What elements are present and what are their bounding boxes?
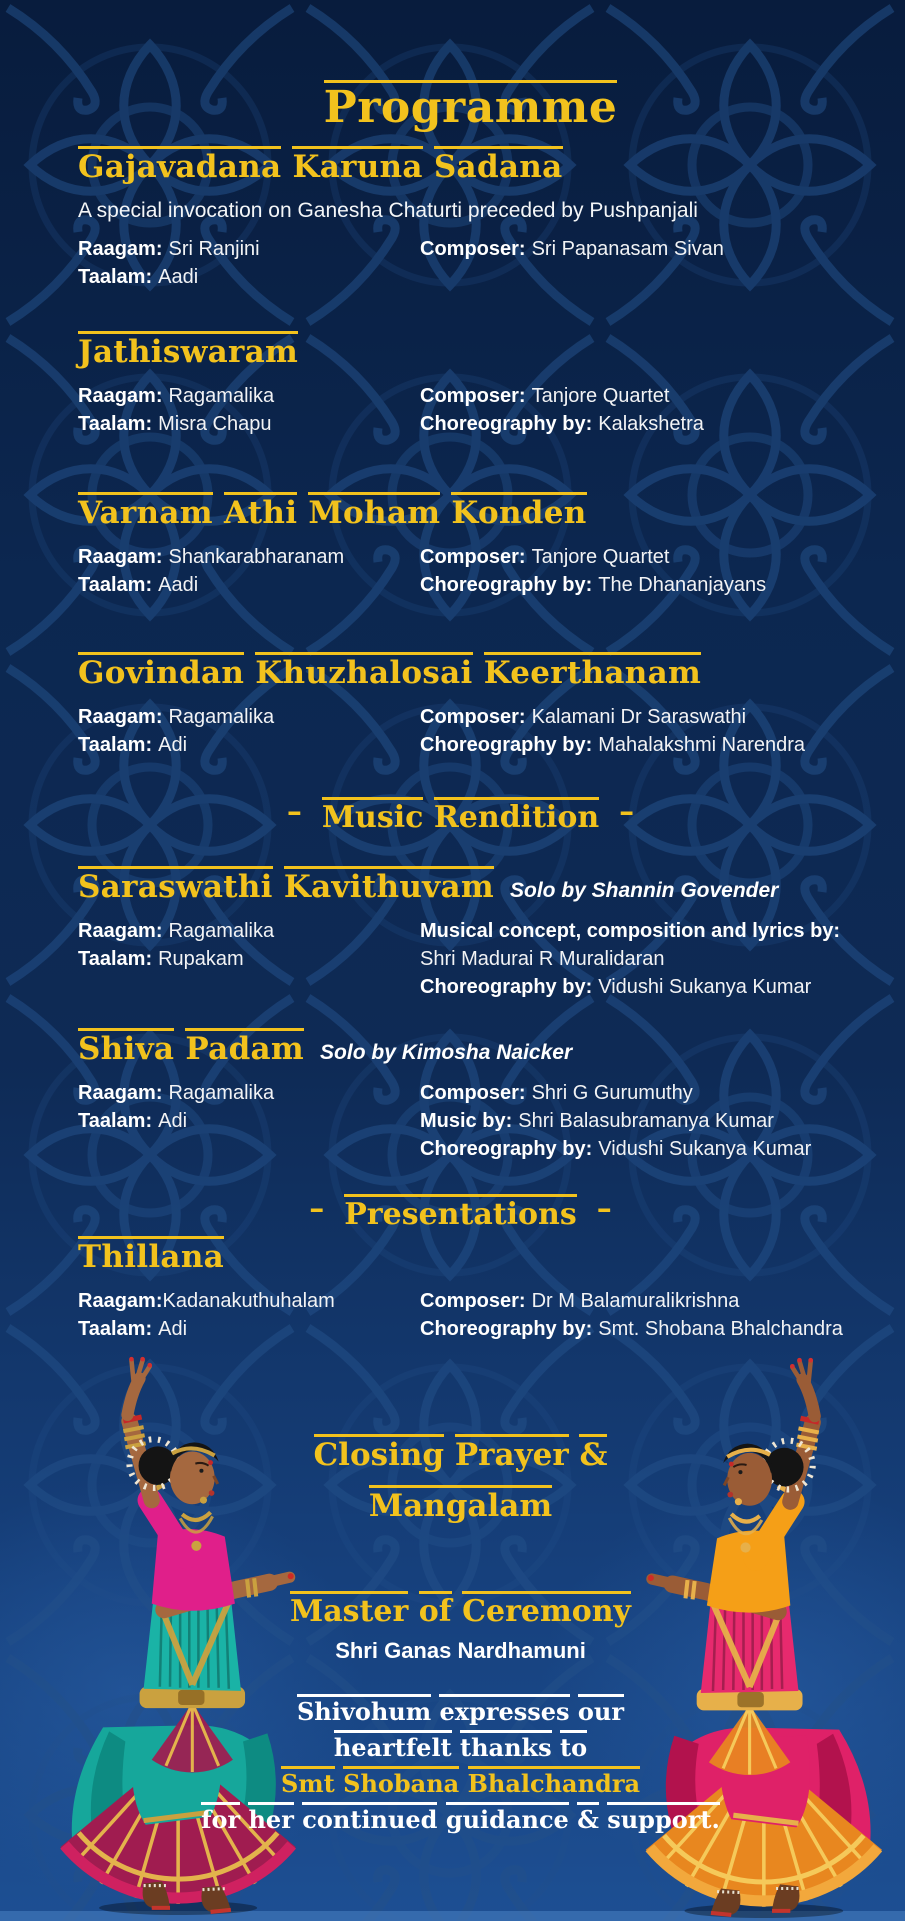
divider-dash: – xyxy=(286,794,302,829)
field-label: Raagam: xyxy=(78,238,163,260)
field-label: Composer: xyxy=(420,546,526,568)
field-value: Ragamalika xyxy=(168,706,275,728)
composer-line xyxy=(420,235,885,263)
taalam-line xyxy=(78,1315,420,1343)
field-label: Taalam: xyxy=(78,1318,153,1340)
closing-line-2: Mangalam xyxy=(8,1485,905,1524)
field-value: Kalakshetra xyxy=(598,413,704,435)
programme-item-govindan xyxy=(78,652,885,759)
field-value: Shankarabharanam xyxy=(168,546,345,568)
item-title: Govindan Khuzhalosai Keerthanam xyxy=(78,652,701,691)
field-value: Shri Balasubramanya Kumar xyxy=(518,1110,774,1132)
field-value: Adi xyxy=(158,1318,188,1340)
master-of-ceremony-block xyxy=(8,1591,905,1664)
field-value: Shri Madurai R Muralidaran xyxy=(420,948,665,970)
field-label: Choreography by: xyxy=(420,734,593,756)
field-label: Taalam: xyxy=(78,266,153,288)
field-value: Sri Ranjini xyxy=(168,238,260,260)
field-value: Misra Chapu xyxy=(158,413,272,435)
field-label: Taalam: xyxy=(78,734,153,756)
programme-item-shiva-padam xyxy=(78,1028,885,1163)
field-label: Choreography by: xyxy=(420,574,593,596)
thanks-line-1: Shivohum expresses our xyxy=(8,1694,905,1730)
field-label: Choreography by: xyxy=(420,1138,593,1160)
choreography-line xyxy=(420,571,885,599)
section-divider-music xyxy=(8,794,905,835)
field-label: Choreography by: xyxy=(420,413,593,435)
thanks-line-2: heartfelt thanks to xyxy=(8,1730,905,1766)
field-value: Kalamani Dr Saraswathi xyxy=(531,706,747,728)
field-value: Mahalakshmi Narendra xyxy=(598,734,806,756)
field-value: Dr M Balamuralikrishna xyxy=(531,1290,740,1312)
field-value: The Dhananjayans xyxy=(598,574,767,596)
field-label: Composer: xyxy=(420,1290,526,1312)
page-title: Programme xyxy=(323,82,618,133)
programme-item-jathiswaram xyxy=(78,331,885,438)
taalam-line xyxy=(78,731,420,759)
composer-line xyxy=(420,703,885,731)
programme-item-varnam xyxy=(78,492,885,599)
raagam-line xyxy=(78,543,420,571)
field-label: Raagam: xyxy=(78,1290,163,1312)
taalam-line xyxy=(78,263,420,291)
composer-line xyxy=(420,543,885,571)
mc-name: Shri Ganas Nardhamuni xyxy=(335,1638,586,1663)
item-title: Saraswathi Kavithuvam xyxy=(78,866,494,905)
field-value: Kadanakuthuhalam xyxy=(162,1290,335,1312)
field-value: Adi xyxy=(158,1110,188,1132)
taalam-line xyxy=(78,945,420,973)
field-label: Taalam: xyxy=(78,413,153,435)
music-by-line xyxy=(420,1107,885,1135)
programme-item-saraswathi xyxy=(78,866,885,1001)
taalam-line xyxy=(78,571,420,599)
raagam-line xyxy=(78,382,420,410)
raagam-line xyxy=(78,917,420,945)
field-value: Shri G Gurumuthy xyxy=(531,1082,693,1104)
choreography-line xyxy=(420,731,885,759)
field-value: Ragamalika xyxy=(168,1082,275,1104)
field-label: Musical concept, composition and lyrics by: xyxy=(420,920,841,942)
field-label: Composer: xyxy=(420,1082,526,1104)
music-concept-name-line xyxy=(420,945,885,973)
closing-line-1: Closing Prayer & xyxy=(8,1434,905,1473)
closing-prayer-block xyxy=(8,1434,905,1524)
divider-dash: – xyxy=(619,794,635,829)
choreography-line xyxy=(420,1135,885,1163)
field-value: Vidushi Sukanya Kumar xyxy=(598,1138,812,1160)
choreography-line xyxy=(420,1315,885,1343)
field-value: Adi xyxy=(158,734,188,756)
item-title: Varnam Athi Moham Konden xyxy=(78,492,587,531)
field-label: Music by: xyxy=(420,1110,513,1132)
field-label: Composer: xyxy=(420,385,526,407)
programme-item-gajavadana xyxy=(78,146,885,291)
programme-item-thillana xyxy=(78,1236,885,1343)
taalam-line xyxy=(78,410,420,438)
field-label: Raagam: xyxy=(78,1082,163,1104)
taalam-line xyxy=(78,1107,420,1135)
field-label: Taalam: xyxy=(78,574,153,596)
field-value: Sri Papanasam Sivan xyxy=(531,238,724,260)
field-label: Raagam: xyxy=(78,706,163,728)
item-title: Jathiswaram xyxy=(78,331,298,370)
divider-dash: – xyxy=(596,1191,612,1226)
field-label: Choreography by: xyxy=(420,1318,593,1340)
field-value: Vidushi Sukanya Kumar xyxy=(598,976,812,998)
raagam-line xyxy=(78,703,420,731)
field-value: Ragamalika xyxy=(168,920,275,942)
raagam-line xyxy=(78,235,420,263)
thanks-line-4: for her continued guidance & support. xyxy=(8,1802,905,1838)
field-value: Aadi xyxy=(158,574,199,596)
thanks-line-3: Smt Shobana Bhalchandra xyxy=(8,1766,905,1802)
raagam-line xyxy=(78,1287,420,1315)
divider-title: Presentations xyxy=(344,1194,577,1232)
field-value: Ragamalika xyxy=(168,385,275,407)
field-value: Tanjore Quartet xyxy=(531,385,670,407)
raagam-line xyxy=(78,1079,420,1107)
choreography-line xyxy=(420,973,885,1001)
field-label: Taalam: xyxy=(78,948,153,970)
field-value: Smt. Shobana Bhalchandra xyxy=(598,1318,843,1340)
mc-heading: Master of Ceremony xyxy=(8,1591,905,1629)
field-label: Raagam: xyxy=(78,546,163,568)
item-description: A special invocation on Ganesha Chaturti preceded by Pushpanjali xyxy=(78,199,698,222)
field-label: Composer: xyxy=(420,706,526,728)
field-label: Raagam: xyxy=(78,385,163,407)
item-title: Gajavadana Karuna Sadana xyxy=(78,146,563,185)
divider-dash: – xyxy=(309,1191,325,1226)
field-value: Tanjore Quartet xyxy=(531,546,670,568)
divider-title: Music Rendition xyxy=(322,797,599,835)
field-value: Rupakam xyxy=(158,948,244,970)
composer-line xyxy=(420,382,885,410)
music-concept-line xyxy=(420,917,885,945)
field-label: Taalam: xyxy=(78,1110,153,1132)
field-value: Aadi xyxy=(158,266,199,288)
thanks-block xyxy=(8,1694,905,1838)
composer-line xyxy=(420,1287,885,1315)
item-title: Shiva Padam xyxy=(78,1028,304,1067)
item-subtitle: Solo by Kimosha Naicker xyxy=(320,1041,573,1064)
field-label: Composer: xyxy=(420,238,526,260)
choreography-line xyxy=(420,410,885,438)
section-divider-presentations xyxy=(8,1191,905,1232)
item-title: Thillana xyxy=(78,1236,224,1275)
item-subtitle: Solo by Shannin Govender xyxy=(509,879,779,902)
field-label: Choreography by: xyxy=(420,976,593,998)
field-label: Raagam: xyxy=(78,920,163,942)
composer-line xyxy=(420,1079,885,1107)
